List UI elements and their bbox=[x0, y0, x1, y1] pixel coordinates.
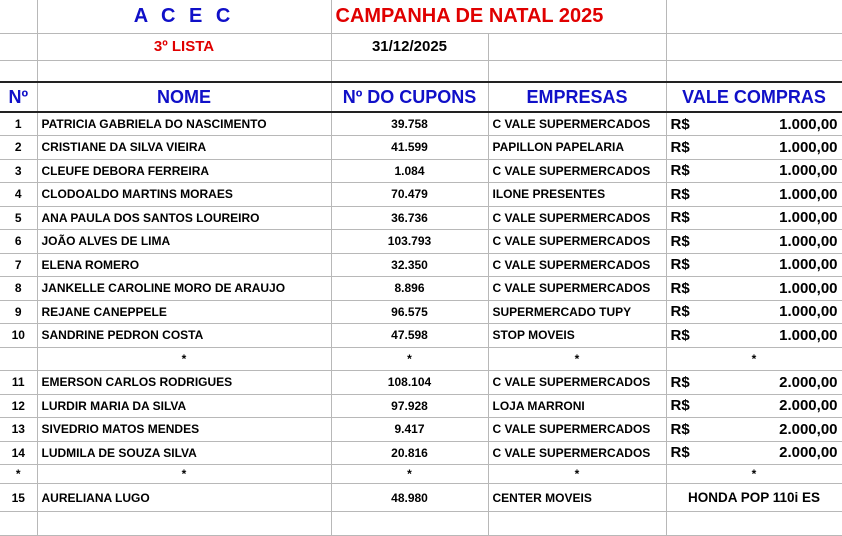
voucher-cell bbox=[666, 418, 842, 442]
row-number: 13 bbox=[0, 418, 37, 442]
currency-symbol: R$ bbox=[670, 444, 690, 462]
winner-name: AURELIANA LUGO bbox=[37, 484, 331, 512]
voucher-amount: 2.000,00 bbox=[779, 397, 838, 415]
table-row bbox=[0, 159, 842, 183]
col-company-header: EMPRESAS bbox=[488, 82, 666, 112]
row-number: 11 bbox=[0, 371, 37, 395]
company-name: PAPILLON PAPELARIA bbox=[488, 136, 666, 160]
voucher-amount: 1.000,00 bbox=[779, 303, 838, 321]
coupon-number: 47.598 bbox=[331, 324, 488, 348]
company-name: C VALE SUPERMERCADOS bbox=[488, 371, 666, 395]
coupon-number: 36.736 bbox=[331, 206, 488, 230]
voucher-amount: 1.000,00 bbox=[779, 232, 838, 250]
separator-mark: * bbox=[331, 347, 488, 371]
voucher-amount: 1.000,00 bbox=[779, 115, 838, 133]
voucher-cell bbox=[666, 136, 842, 160]
coupon-number: 32.350 bbox=[331, 253, 488, 277]
separator-mark: * bbox=[37, 347, 331, 371]
separator-mark: * bbox=[0, 465, 37, 484]
winner-name: SIVEDRIO MATOS MENDES bbox=[37, 418, 331, 442]
voucher-cell bbox=[666, 441, 842, 465]
coupon-number: 9.417 bbox=[331, 418, 488, 442]
voucher-cell bbox=[666, 253, 842, 277]
row-number: 8 bbox=[0, 277, 37, 301]
currency-symbol: R$ bbox=[670, 162, 690, 180]
table-row bbox=[0, 183, 842, 207]
currency-symbol: R$ bbox=[670, 397, 690, 415]
coupon-number: 97.928 bbox=[331, 394, 488, 418]
company-name: C VALE SUPERMERCADOS bbox=[488, 112, 666, 136]
voucher-amount: 1.000,00 bbox=[779, 138, 838, 156]
table-row bbox=[0, 324, 842, 348]
winner-name: SANDRINE PEDRON COSTA bbox=[37, 324, 331, 348]
currency-symbol: R$ bbox=[670, 256, 690, 274]
row-number: 14 bbox=[0, 441, 37, 465]
separator-mark: * bbox=[331, 465, 488, 484]
voucher-amount: 2.000,00 bbox=[779, 444, 838, 462]
voucher-amount: 1.000,00 bbox=[779, 162, 838, 180]
separator-mark: * bbox=[488, 465, 666, 484]
winner-name: LURDIR MARIA DA SILVA bbox=[37, 394, 331, 418]
winner-name: PATRICIA GABRIELA DO NASCIMENTO bbox=[37, 112, 331, 136]
voucher-cell bbox=[666, 112, 842, 136]
voucher-cell bbox=[666, 300, 842, 324]
campaign-title: CAMPANHA DE NATAL 2025 bbox=[331, 0, 666, 33]
row-number: 4 bbox=[0, 183, 37, 207]
coupon-number: 48.980 bbox=[331, 484, 488, 512]
table-row bbox=[0, 394, 842, 418]
row-number: 12 bbox=[0, 394, 37, 418]
company-name: C VALE SUPERMERCADOS bbox=[488, 159, 666, 183]
coupon-number: 39.758 bbox=[331, 112, 488, 136]
company-name: STOP MOVEIS bbox=[488, 324, 666, 348]
coupon-number: 41.599 bbox=[331, 136, 488, 160]
column-header-row bbox=[0, 82, 842, 112]
voucher-amount: 1.000,00 bbox=[779, 279, 838, 297]
subtitle-row bbox=[0, 33, 842, 60]
separator-mark: * bbox=[666, 465, 842, 484]
separator-row bbox=[0, 465, 842, 484]
voucher-amount: 2.000,00 bbox=[779, 373, 838, 391]
org-title: A C E C bbox=[37, 0, 331, 33]
winner-name: LUDMILA DE SOUZA SILVA bbox=[37, 441, 331, 465]
coupon-number: 20.816 bbox=[331, 441, 488, 465]
company-name: C VALE SUPERMERCADOS bbox=[488, 230, 666, 254]
currency-symbol: R$ bbox=[670, 138, 690, 156]
table-row bbox=[0, 371, 842, 395]
row-number: 5 bbox=[0, 206, 37, 230]
voucher-cell bbox=[666, 394, 842, 418]
currency-symbol: R$ bbox=[670, 326, 690, 344]
col-num-header: Nº bbox=[0, 82, 37, 112]
voucher-amount: 1.000,00 bbox=[779, 209, 838, 227]
currency-symbol: R$ bbox=[670, 209, 690, 227]
row-number: 6 bbox=[0, 230, 37, 254]
row-number: 7 bbox=[0, 253, 37, 277]
company-name: ILONE PRESENTES bbox=[488, 183, 666, 207]
company-name: C VALE SUPERMERCADOS bbox=[488, 206, 666, 230]
table-row bbox=[0, 136, 842, 160]
row-number: 9 bbox=[0, 300, 37, 324]
voucher-cell bbox=[666, 206, 842, 230]
separator-mark: * bbox=[37, 465, 331, 484]
table-row bbox=[0, 300, 842, 324]
winner-name: CRISTIANE DA SILVA VIEIRA bbox=[37, 136, 331, 160]
spacer-row bbox=[0, 60, 842, 82]
currency-symbol: R$ bbox=[670, 420, 690, 438]
table-row bbox=[0, 253, 842, 277]
row-number: 3 bbox=[0, 159, 37, 183]
spacer-row bbox=[0, 512, 842, 536]
currency-symbol: R$ bbox=[670, 373, 690, 391]
coupon-number: 1.084 bbox=[331, 159, 488, 183]
table-row bbox=[0, 112, 842, 136]
separator-mark: * bbox=[666, 347, 842, 371]
row-number: 1 bbox=[0, 112, 37, 136]
winner-name: ELENA ROMERO bbox=[37, 253, 331, 277]
company-name: C VALE SUPERMERCADOS bbox=[488, 418, 666, 442]
winner-name: JANKELLE CAROLINE MORO DE ARAUJO bbox=[37, 277, 331, 301]
prize-name: HONDA POP 110i ES bbox=[666, 484, 842, 512]
company-name: C VALE SUPERMERCADOS bbox=[488, 253, 666, 277]
company-name: SUPERMERCADO TUPY bbox=[488, 300, 666, 324]
table-row bbox=[0, 206, 842, 230]
table-row bbox=[0, 441, 842, 465]
table-row bbox=[0, 418, 842, 442]
company-name: C VALE SUPERMERCADOS bbox=[488, 441, 666, 465]
winner-name: CLODOALDO MARTINS MORAES bbox=[37, 183, 331, 207]
col-name-header: NOME bbox=[37, 82, 331, 112]
winner-name: JOÃO ALVES DE LIMA bbox=[37, 230, 331, 254]
col-voucher-header: VALE COMPRAS bbox=[666, 82, 842, 112]
winner-name: EMERSON CARLOS RODRIGUES bbox=[37, 371, 331, 395]
voucher-amount: 1.000,00 bbox=[779, 185, 838, 203]
winner-name: CLEUFE DEBORA FERREIRA bbox=[37, 159, 331, 183]
separator-mark: * bbox=[488, 347, 666, 371]
coupon-number: 70.479 bbox=[331, 183, 488, 207]
company-name: LOJA MARRONI bbox=[488, 394, 666, 418]
separator-row bbox=[0, 347, 842, 371]
row-number: 10 bbox=[0, 324, 37, 348]
table-row bbox=[0, 230, 842, 254]
table-row bbox=[0, 277, 842, 301]
voucher-cell bbox=[666, 159, 842, 183]
currency-symbol: R$ bbox=[670, 185, 690, 203]
coupon-number: 108.104 bbox=[331, 371, 488, 395]
currency-symbol: R$ bbox=[670, 232, 690, 250]
voucher-cell bbox=[666, 230, 842, 254]
winner-name: REJANE CANEPPELE bbox=[37, 300, 331, 324]
col-coupon-header: Nº DO CUPONS bbox=[331, 82, 488, 112]
row-number: 2 bbox=[0, 136, 37, 160]
voucher-amount: 1.000,00 bbox=[779, 256, 838, 274]
row-number: 15 bbox=[0, 484, 37, 512]
coupon-number: 103.793 bbox=[331, 230, 488, 254]
voucher-amount: 2.000,00 bbox=[779, 420, 838, 438]
currency-symbol: R$ bbox=[670, 115, 690, 133]
voucher-cell bbox=[666, 371, 842, 395]
currency-symbol: R$ bbox=[670, 303, 690, 321]
list-date: 31/12/2025 bbox=[331, 33, 488, 60]
company-name: C VALE SUPERMERCADOS bbox=[488, 277, 666, 301]
coupon-number: 96.575 bbox=[331, 300, 488, 324]
table-row bbox=[0, 484, 842, 512]
list-label: 3º LISTA bbox=[37, 33, 331, 60]
coupon-number: 8.896 bbox=[331, 277, 488, 301]
company-name: CENTER MOVEIS bbox=[488, 484, 666, 512]
voucher-cell bbox=[666, 324, 842, 348]
winner-name: ANA PAULA DOS SANTOS LOUREIRO bbox=[37, 206, 331, 230]
currency-symbol: R$ bbox=[670, 279, 690, 297]
voucher-cell bbox=[666, 277, 842, 301]
voucher-amount: 1.000,00 bbox=[779, 326, 838, 344]
voucher-cell bbox=[666, 183, 842, 207]
title-row bbox=[0, 0, 842, 33]
